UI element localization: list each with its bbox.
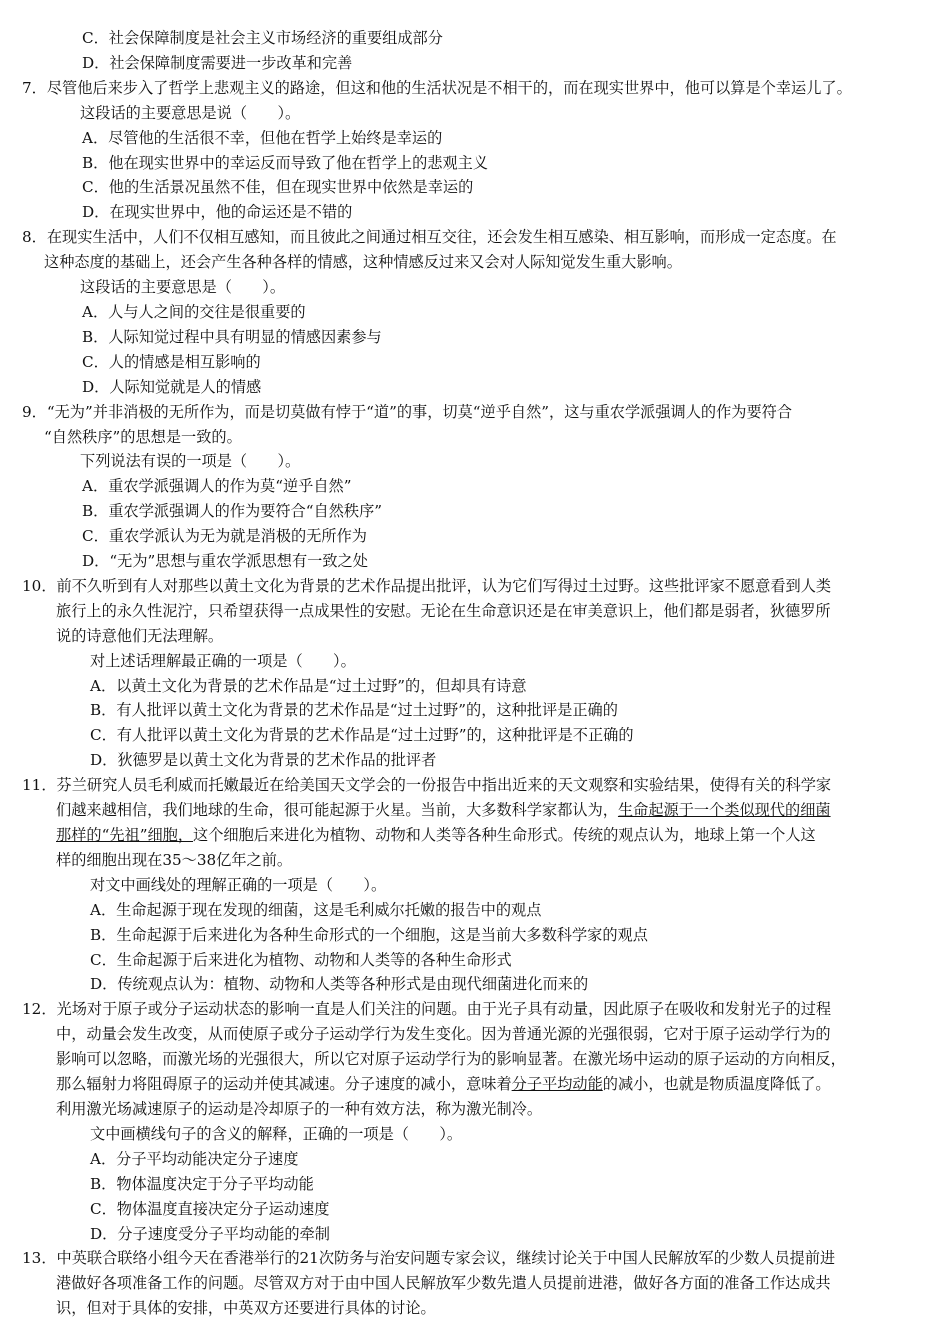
question-text-part: 的减小，也就是物质温度降低了。 [602, 1075, 831, 1094]
question-text: 7．尽管他后来步入了哲学上悲观主义的路途，但这和他的生活状况是不相干的，而在现实世界中，他可以算是个幸运儿了。 [22, 78, 852, 97]
question-text: 利用激光场减速原子的运动是冷却原子的一种有效方法，称为激光制冷。 [56, 1099, 542, 1118]
question-13 [22, 1246, 930, 1321]
option-d: D．人际知觉就是人的情感 [82, 377, 262, 396]
question-text: 说的诗意他们无法理解。 [56, 626, 224, 645]
option-b: B．重农学派强调人的作为要符合“自然秩序” [82, 502, 383, 521]
question-stem: 文中画横线句子的含义的解释，正确的一项是（ ）。 [90, 1124, 463, 1143]
question-stem: 这段话的主要意思是（ ）。 [80, 278, 286, 297]
option-b: B．人际知觉过程中具有明显的情感因素参与 [82, 327, 382, 346]
question-text: 旅行上的永久性泥泞，只希望获得一点成果性的安慰。无论在生命意识还是在审美意识上，他们都是弱者，狄德罗所 [56, 601, 831, 620]
question-text [22, 1072, 930, 1097]
option-c: C．生命起源于后来进化为植物、动物和人类等的各种生命形式 [90, 950, 512, 969]
question-stem: 对文中画线处的理解正确的一项是（ ）。 [90, 875, 387, 894]
option-b: B．有人批评以黄土文化为背景的艺术作品是“过土过野”的，这种批评是正确的 [90, 701, 618, 720]
question-stem: 这段话的主要意思是说（ ）。 [80, 103, 301, 122]
option-d: D．分子速度受分子平均动能的牵制 [90, 1224, 330, 1243]
option-c: C．人的情感是相互影响的 [82, 352, 261, 371]
option-d: D．狄德罗是以黄土文化为背景的艺术作品的批评者 [90, 751, 437, 770]
option-b: B．生命起源于后来进化为各种生命形式的一个细胞，这是当前大多数科学家的观点 [90, 925, 648, 944]
option-c: C．物体温度直接决定分子运动速度 [90, 1199, 330, 1218]
question-text: 9．“无为”并非消极的无所作为，而是切莫做有悖于“道”的事，切莫“逆乎自然”，这与重农学派强调人的作为要符合 [22, 402, 793, 421]
question-text: 影响可以忽略，而激光场的光强很大，所以它对原子运动学行为的影响显著。在激光场中运动的原子运动的方向相反， [56, 1050, 846, 1069]
question-8 [22, 225, 930, 399]
question-text: 12．光场对于原子或分子运动状态的影响一直是人们关注的问题。由于光子具有动量，因此原子在吸收和发射光子的过程 [22, 1000, 832, 1019]
question-text-part: 们越来越相信，我们地球的生命，很可能起源于火星。当前，大多数科学家都认为， [56, 801, 618, 820]
underlined-text: 那样的“先祖”细胞， [56, 826, 194, 844]
question-text: “自然秩序”的思想是一致的。 [44, 427, 242, 446]
question-text: 8．在现实生活中，人们不仅相互感知，而且彼此之间通过相互交往，还会发生相互感染、相互影响，而形成一定态度。在 [22, 228, 837, 247]
option-d: D．“无为”思想与重农学派思想有一致之处 [82, 552, 368, 571]
option-b: B．他在现实世界中的幸运反而导致了他在哲学上的悲观主义 [82, 153, 489, 172]
option-c: C．他的生活景况虽然不佳，但在现实世界中依然是幸运的 [82, 178, 474, 197]
question-9 [22, 400, 930, 574]
underlined-text: 分子平均动能 [511, 1075, 603, 1094]
option-d: D．在现实世界中，他的命运还是不错的 [82, 203, 353, 222]
option-d: D．传统观点认为：植物、动物和人类等各种形式是由现代细菌进化而来的 [90, 975, 589, 994]
question-text: 这种态度的基础上，还会产生各种各样的情感，这种情感反过来又会对人际知觉发生重大影响。 [44, 253, 682, 272]
question-11 [22, 773, 930, 997]
question-7 [22, 76, 930, 225]
question-text-part: 那么辐射力将阻碍原子的运动并使其减速。分子速度的减小，意味着 [56, 1075, 512, 1094]
question-text: 11．芬兰研究人员毛利威而托嫩最近在给美国天文学会的一份报告中指出近来的天文观察和实验结果，使得有关的科学家 [22, 776, 832, 795]
question-12 [22, 997, 930, 1246]
question-stem: 下列说法有误的一项是（ ）。 [80, 452, 301, 471]
option-c: C．重农学派认为无为就是消极的无所作为 [82, 527, 367, 546]
underlined-text: 生命起源于一个类似现代的细菌 [617, 801, 831, 820]
option-c: C．有人批评以黄土文化为背景的艺术作品是“过土过野”的，这种批评是不正确的 [90, 726, 634, 745]
question-text: 中，动量会发生改变，从而使原子或分子运动学行为发生变化。因为普通光源的光强很弱，它对于原子运动学行为的 [56, 1025, 831, 1044]
option-a: A．重农学派强调人的作为莫“逆乎自然” [82, 477, 352, 496]
question-text [22, 823, 930, 848]
question-text: 13．中英联合联络小组今天在香港举行的21次防务与治安问题专家会议，继续讨论关于中国人民解放军的少数人员提前进 [22, 1249, 836, 1268]
option-a: A．以黄土文化为背景的艺术作品是“过土过野”的，但却具有诗意 [90, 676, 527, 695]
option-a: A．生命起源于现在发现的细菌，这是毛利威尔托嫩的报告中的观点 [90, 900, 542, 919]
option-a: A．分子平均动能决定分子速度 [90, 1149, 299, 1168]
option-a: A．尽管他的生活很不幸，但他在哲学上始终是幸运的 [82, 128, 443, 147]
option-c: C．社会保障制度是社会主义市场经济的重要组成部分 [82, 29, 443, 47]
question-text-part: 这个细胞后来进化为植物、动物和人类等各种生命形式。传统的观点认为，地球上第一个人这 [193, 826, 816, 844]
question-text: 10．前不久听到有人对那些以黄土文化为背景的艺术作品提出批评，认为它们写得过土过野。这些批评家不愿意看到人类 [22, 576, 832, 595]
option-d: D．社会保障制度需要进一步改革和完善 [82, 53, 353, 72]
question-text: 样的细胞出现在35～38亿年之前。 [56, 850, 293, 869]
question-text: 识，但对于具体的安排，中英双方还要进行具体的讨论。 [56, 1299, 436, 1318]
question-text: 港做好各项准备工作的问题。尽管双方对于由中国人民解放军少数先遣人员提前进港，做好各方面的准备工作达成共 [56, 1274, 831, 1293]
option-a: A．人与人之间的交往是很重要的 [82, 302, 306, 321]
question-text [22, 798, 930, 823]
question-stem: 对上述话理解最正确的一项是（ ）。 [90, 651, 356, 670]
option-b: B．物体温度决定于分子平均动能 [90, 1174, 314, 1193]
question-10 [22, 574, 930, 773]
